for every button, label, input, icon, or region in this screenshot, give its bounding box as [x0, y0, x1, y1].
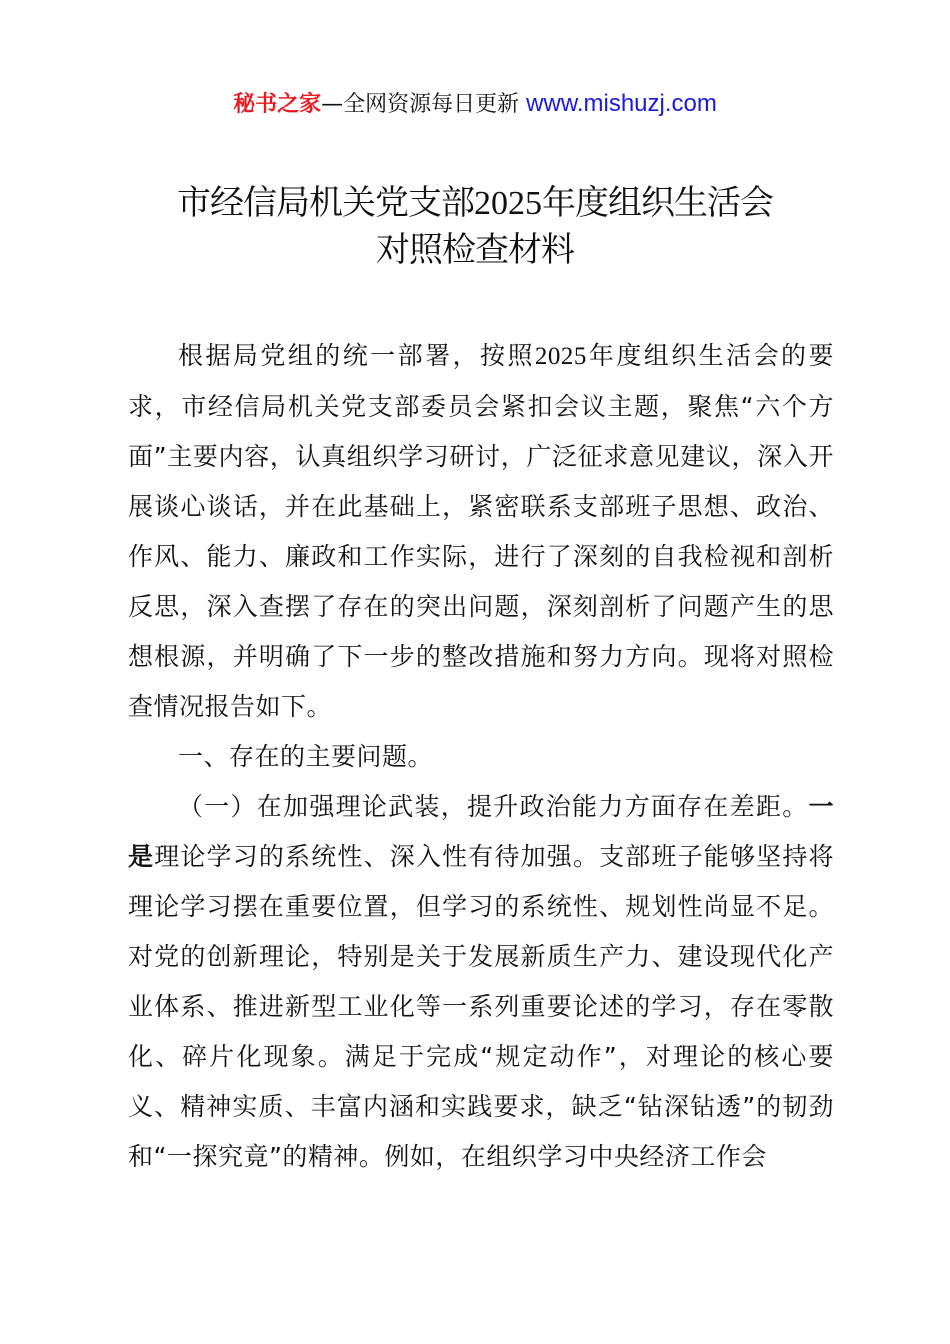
- subsection-body: 理论学习的系统性、深入性有待加强。支部班子能够坚持将理论学习摆在重要位置，但学习的系统性、规划性尚显不足。对党的创新理论，特别是关于发展新质生产力、建设现代化产业体系、推进新型工业化等一系列重要论述的学习，存在零散化、碎片化现象。满足于完成“规定动作”，对理论的核心要义、精神实质、丰富内涵和实践要求，缺乏“钻深钻透”的韧劲和“一探究竟”的精神。例如，在组织学习中央经济工作会: [128, 842, 834, 1171]
- document-title: [0, 180, 950, 273]
- title-line-1: 市经信局机关党支部2025年度组织生活会: [177, 183, 773, 223]
- subsection-paragraph-1: [128, 782, 834, 1182]
- site-watermark-header: [0, 86, 950, 123]
- title-line-2: 对照检查材料: [376, 230, 574, 270]
- subsection-lead: （一）在加强理论武装，提升政治能力方面存在差距。: [178, 792, 809, 821]
- site-tagline: —全网资源每日更新: [321, 92, 527, 117]
- site-brand: 秘书之家: [233, 92, 322, 117]
- intro-paragraph: 根据局党组的统一部署，按照2025年度组织生活会的要求，市经信局机关党支部委员会紧扣会议主题，聚焦“六个方面”主要内容，认真组织学习研讨，广泛征求意见建议，深入开展谈心谈话，并在此基础上，紧密联系支部班子思想、政治、作风、能力、廉政和工作实际，进行了深刻的自我检视和剖析反思，深入查摆了存在的突出问题，深刻剖析了问题产生的思想根源，并明确了下一步的整改措施和努力方向。现将对照检查情况报告如下。: [128, 341, 834, 721]
- site-url-link[interactable]: www.mishuzj.com: [526, 90, 717, 117]
- section-heading-problems: 一、存在的主要问题。: [178, 742, 434, 771]
- document-body: [128, 331, 834, 1182]
- point-marker-first: 一是: [128, 792, 834, 871]
